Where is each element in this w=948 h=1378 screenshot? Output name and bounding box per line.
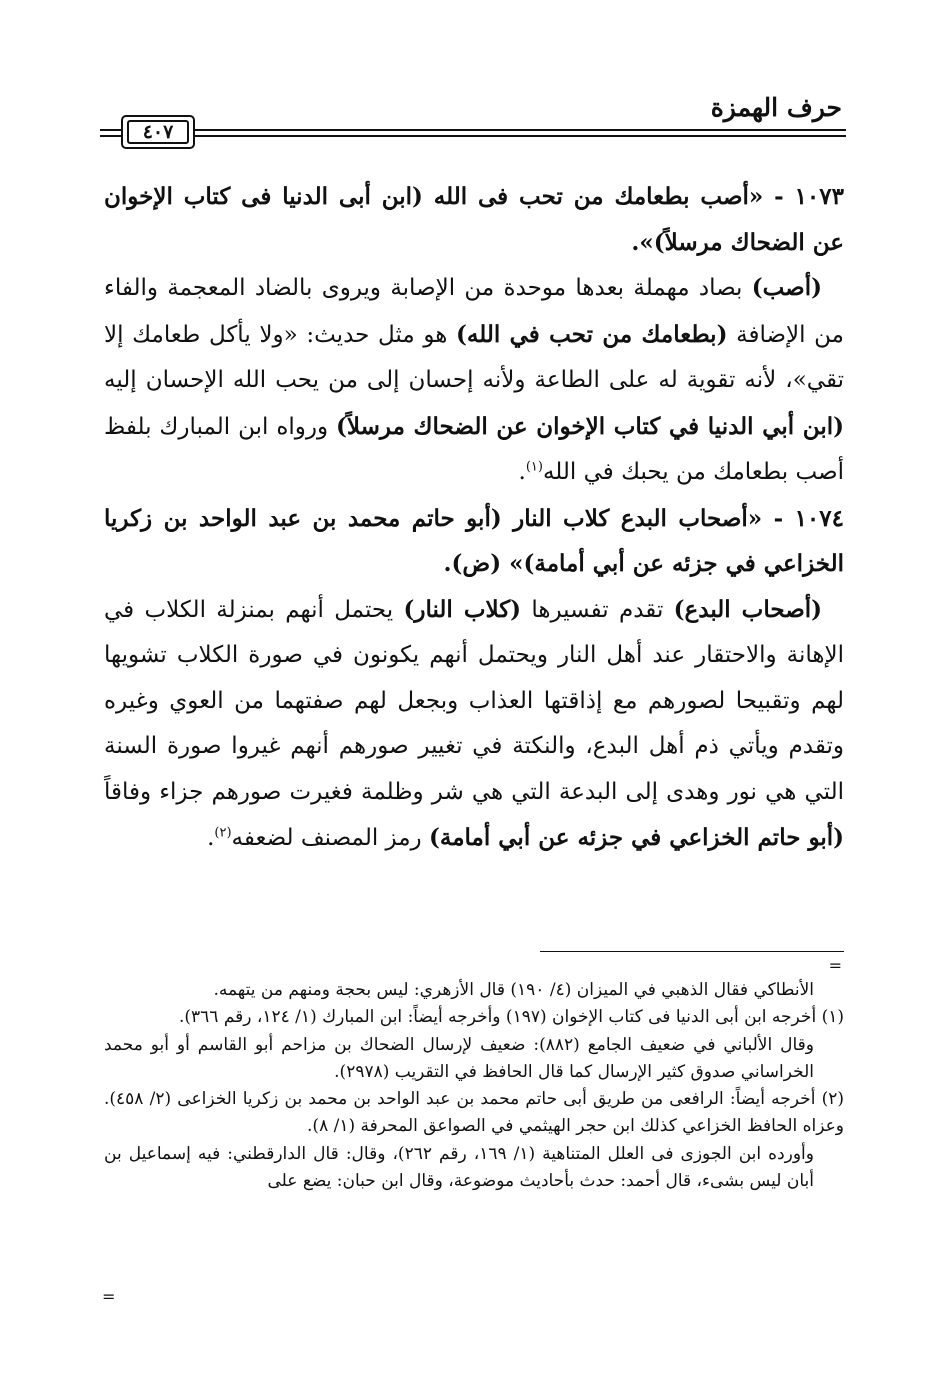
commentary-segment: (كلاب النار) [403, 595, 522, 623]
footnote-2-comment: وأورده ابن الجوزى فى العلل المتناهية (١/ ١٦٩، رقم ٢٦٢)، وقال: قال الدارقطني: فيه إسماعيل بن أبان ليس بشىء، قال أحمد: حدث بأحاديث موضوعة، وقال ابن حبان: يضع على [104, 1143, 814, 1192]
footnote-continuation-mark: = [828, 956, 842, 975]
commentary-1074 [104, 587, 844, 862]
header-rule-left-second [100, 135, 122, 137]
header-rule [195, 129, 846, 131]
footnote-1-comment: وقال الألباني في ضعيف الجامع (٨٨٢): ضعيف لإرسال الضحاك بن مزاحم أبو القاسم أو أبو محمد الخراساني صدوق كثير الإرسال كما قال الحافظ في التقريب (٢٩٧٨). [104, 1034, 815, 1082]
header-rule-second [195, 135, 846, 137]
commentary-segment: (أصحاب البدع) [673, 595, 822, 623]
footnotes [104, 977, 844, 1195]
commentary-segment: بصاد مهملة بعدها موحدة من الإصابة ويروى بالضاد المعجمة والفاء من الإضافة [104, 275, 844, 348]
page-number: ٤٠٧ [127, 120, 189, 144]
commentary-segment: (ابن أبي الدنيا في كتاب الإخوان عن الضحاك مرسلاً) [336, 412, 844, 440]
running-title: حرف الهمزة [710, 93, 842, 122]
footnote-ref-2[interactable]: (٢) [214, 825, 232, 841]
commentary-segment: (أبو حاتم الخزاعي في جزئه عن أبي أمامة) [428, 824, 844, 851]
commentary-segment: ورواه ابن المبارك بلفظ أصب بطعامك من يحبك في الله [104, 413, 844, 485]
commentary-segment: (أصب) [751, 274, 822, 301]
commentary-end: . [518, 459, 526, 485]
footnote-ref-1[interactable]: (١) [525, 459, 543, 475]
header-rule-left [100, 129, 122, 131]
footnote-end-mark: = [102, 1287, 116, 1306]
page-number-frame [121, 115, 195, 149]
commentary-segment: تقدم تفسيرها [521, 596, 674, 623]
footnote-continuation: الأنطاكي فقال الذهبي في الميزان (٤/ ١٩٠) قال الأزهري: ليس بحجة ومنهم من يتهمه. [213, 980, 814, 1000]
commentary-segment: هو مثل حديث: «ولا يأكل طعامك إلا تقي»، لأنه تقوية له على الطاعة ولأنه إحسان إلى من يحب الله الإحسان إليه [104, 321, 844, 393]
commentary-end: . [207, 825, 215, 851]
commentary-1073 [104, 265, 844, 496]
footnote-2: (٢) أخرجه أيضاً: الرافعى من طريق أبى حاتم محمد بن عبد الواحد بن محمد بن زكريا الخزاعى (٢/ ٤٥٨). وعزاه الحافظ الخزاعي كذلك ابن حجر الهيثمي في الصواعق المحرفة (١/ ٨). [104, 1089, 844, 1137]
main-text [104, 174, 844, 862]
commentary-segment: رمز المصنف لضعفه [231, 825, 429, 851]
commentary-segment: يحتمل أنهم بمنزلة الكلاب في الإهانة والاحتقار عند أهل النار ويحتمل أنهم يكونون في صورة الكلاب تشويها لهم وتقبيحا لصورهم مع إذاقتها العذاب وبجعل لهم صفتهما من العوي وغيره وتقدم ويأتي ذم أهل البدع، والنكتة في تغيير صورهم أنهم غيروا صورة السنة التي هي نور وهدى إلى البدعة التي هي شر وظلمة فغيرت صورهم جزاء وفاقاً [104, 596, 844, 805]
hadith-entry-1073: ١٠٧٣ - «أصب بطعامك من تحب فى الله (ابن أبى الدنيا فى كتاب الإخوان عن الضحاك مرسلاً)». [104, 183, 844, 256]
commentary-segment: (بطعامك من تحب في الله) [456, 320, 728, 348]
hadith-entry-1074: ١٠٧٤ - «أصحاب البدع كلاب النار (أبو حاتم محمد بن عبد الواحد بن زكريا الخزاعي في جزئه عن أبي أمامة)» (ض). [104, 504, 844, 577]
footnote-separator [540, 951, 844, 952]
footnote-1: (١) أخرجه ابن أبى الدنيا فى كتاب الإخوان (١٩٧) وأخرجه أيضاً: ابن المبارك (١/ ١٢٤، رقم ٣٦٦). [178, 1007, 844, 1028]
